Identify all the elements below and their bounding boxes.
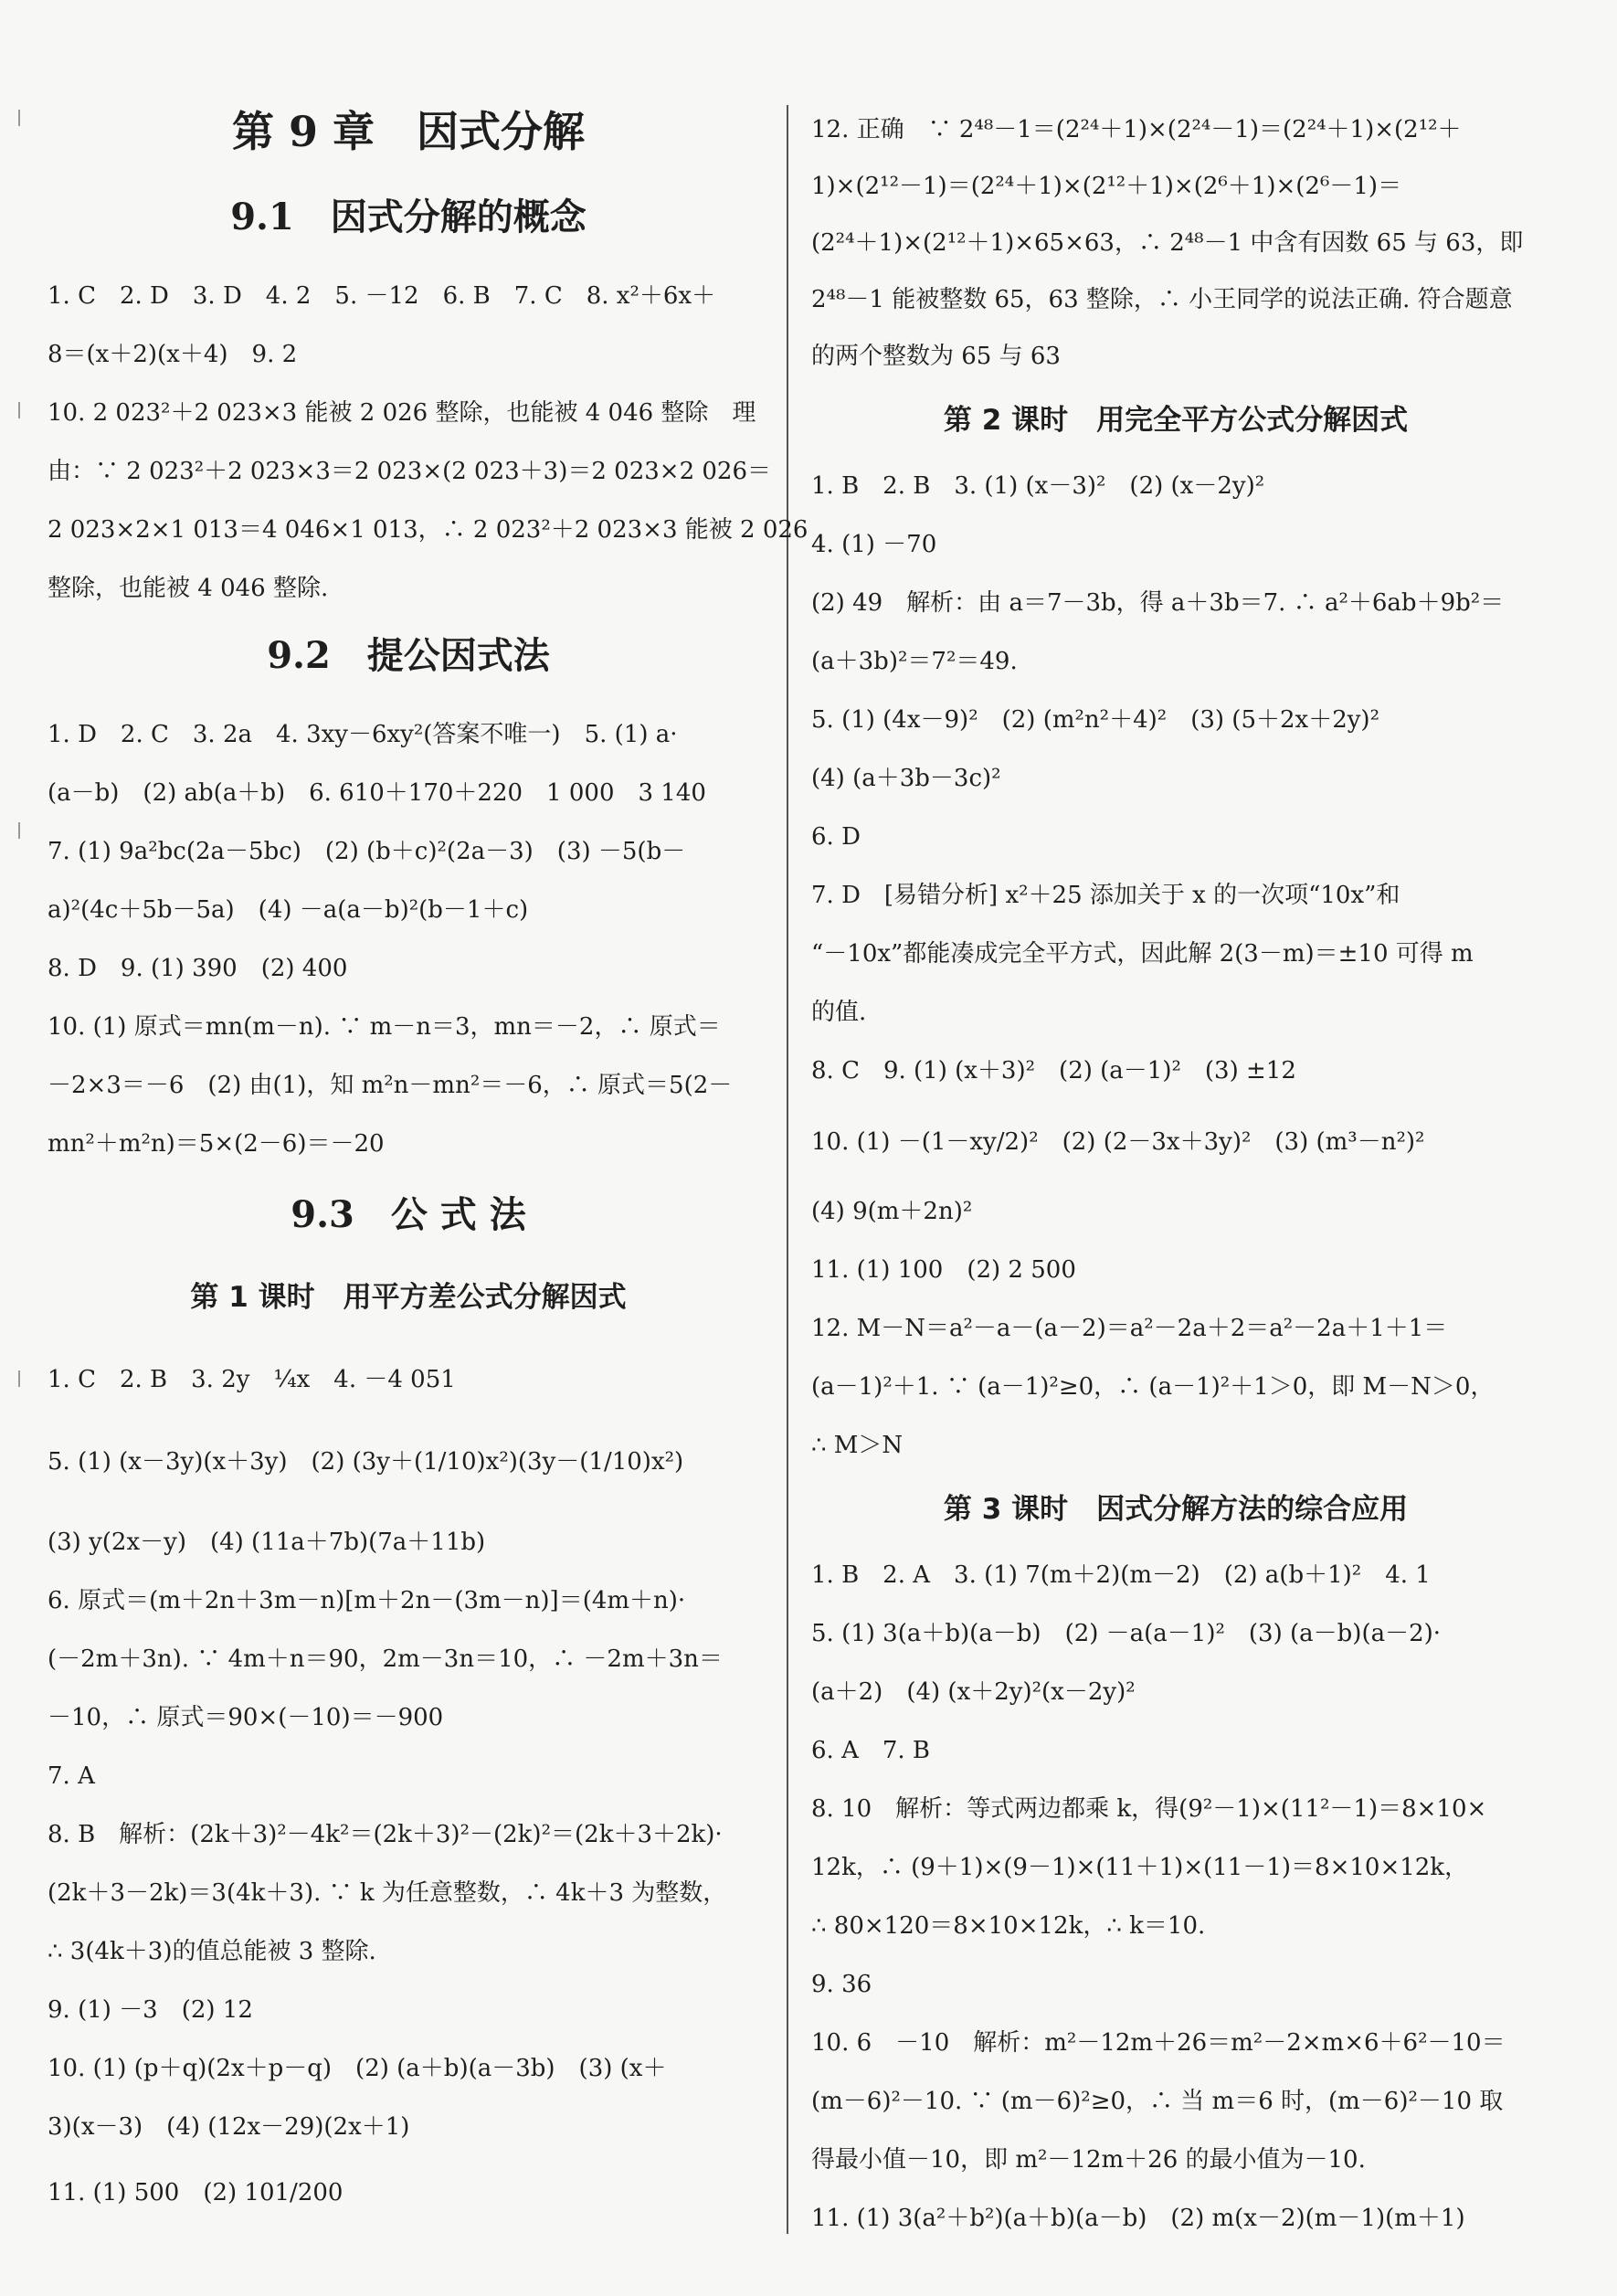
- answer-line: －10，∴ 原式＝90×(－10)＝－900: [48, 1704, 444, 1731]
- answer-line: 由：∵ 2 023²＋2 023×3＝2 023×(2 023＋3)＝2 023×2 026＝: [48, 458, 772, 485]
- section-title-9-2: 9.2 提公因式法: [267, 634, 550, 677]
- chapter-title: 第 9 章 因式分解: [231, 107, 586, 156]
- lesson-title-2: 第 2 课时 用完全平方公式分解因式: [943, 404, 1409, 437]
- answer-line: 10. (1) (p＋q)(2x＋p－q) (2) (a＋b)(a－3b) (3) (x＋: [48, 2055, 667, 2082]
- answer-line: 12k，∴ (9＋1)×(9－1)×(11＋1)×(11－1)＝8×10×12k，: [811, 1854, 1469, 1881]
- margin-mark: [18, 110, 20, 126]
- answer-line: 8. 10 解析：等式两边都乘 k，得(9²－1)×(11²－1)＝8×10×: [811, 1795, 1487, 1823]
- answer-line: 11. (1) 3(a²＋b²)(a＋b)(a－b) (2) m(x－2)(m－1)(m＋1): [811, 2205, 1465, 2232]
- answer-line: ∴ 3(4k＋3)的值总能被 3 整除.: [48, 1938, 376, 1965]
- answer-line: 9. 36: [811, 1971, 872, 1998]
- section-title-9-3: 9.3 公 式 法: [291, 1193, 526, 1236]
- answer-line: (a＋3b)²＝7²＝49.: [811, 648, 1018, 675]
- answer-line: 1. C 2. B 3. 2y ¼x 4. －4 051: [48, 1366, 456, 1393]
- lesson-title-1: 第 1 课时 用平方差公式分解因式: [190, 1281, 627, 1314]
- margin-mark: [18, 402, 20, 418]
- answer-line: (a－b) (2) ab(a＋b) 6. 610＋170＋220 1 000 3 140: [48, 779, 706, 807]
- answer-line: 10. (1) 原式＝mn(m－n). ∵ m－n＝3，mn＝－2，∴ 原式＝: [48, 1013, 721, 1041]
- answer-line: mn²＋m²n)＝5×(2－6)＝－20: [48, 1130, 385, 1158]
- answer-line: (4) 9(m＋2n)²: [811, 1198, 973, 1225]
- answer-line: 10. 6 －10 解析：m²－12m＋26＝m²－2×m×6＋6²－10＝: [811, 2029, 1506, 2057]
- answer-line: 7. A: [48, 1762, 95, 1790]
- answer-line: 10. 2 023²＋2 023×3 能被 2 026 整除，也能被 4 046 整除 理: [48, 399, 756, 427]
- answer-line: 1. C 2. D 3. D 4. 2 5. －12 6. B 7. C 8. x²＋6x＋: [48, 282, 716, 310]
- answer-line: 7. D [易错分析] x²＋25 添加关于 x 的一次项“10x”和: [811, 882, 1400, 909]
- margin-mark: [18, 822, 20, 839]
- answer-line: 1. D 2. C 3. 2a 4. 3xy－6xy²(答案不唯一) 5. (1) a·: [48, 721, 678, 748]
- answer-line: (2k＋3－2k)＝3(4k＋3). ∵ k 为任意整数，∴ 4k＋3 为整数，: [48, 1879, 727, 1907]
- answer-line: 6. A 7. B: [811, 1737, 931, 1764]
- answer-line: 5. (1) (4x－9)² (2) (m²n²＋4)² (3) (5＋2x＋2y)²: [811, 706, 1379, 734]
- answer-line: (－2m＋3n). ∵ 4m＋n＝90，2m－3n＝10，∴ －2m＋3n＝: [48, 1645, 723, 1673]
- answer-line: (4) (a＋3b－3c)²: [811, 765, 1001, 792]
- answer-line: 1. B 2. B 3. (1) (x－3)² (2) (x－2y)²: [811, 472, 1265, 500]
- answer-line: 8. C 9. (1) (x＋3)² (2) (a－1)² (3) ±12: [811, 1057, 1296, 1085]
- answer-line: 1. B 2. A 3. (1) 7(m＋2)(m－2) (2) a(b＋1)² 4. 1: [811, 1561, 1431, 1589]
- answer-line: 9. (1) －3 (2) 12: [48, 1996, 253, 2024]
- answer-line: “－10x”都能凑成完全平方式，因此解 2(3－m)＝±10 可得 m: [811, 940, 1474, 968]
- answer-line: 11. (1) 500 (2) 101/200: [48, 2179, 343, 2206]
- answer-line: 8＝(x＋2)(x＋4) 9. 2: [48, 341, 298, 368]
- answer-line: (2) 49 解析：由 a＝7－3b，得 a＋3b＝7. ∴ a²＋6ab＋9b²＝: [811, 589, 1505, 617]
- answer-line: (a－1)²＋1. ∵ (a－1)²≥0，∴ (a－1)²＋1＞0，即 M－N＞0，: [811, 1373, 1495, 1401]
- answer-line: (2²⁴＋1)×(2¹²＋1)×65×63，∴ 2⁴⁸－1 中含有因数 65 与 63，即: [811, 229, 1524, 257]
- answer-line: ∴ M＞N: [811, 1432, 904, 1459]
- answer-line: 6. D: [811, 823, 861, 851]
- answer-line: (3) y(2x－y) (4) (11a＋7b)(7a＋11b): [48, 1529, 486, 1556]
- answer-line: 1)×(2¹²－1)＝(2²⁴＋1)×(2¹²＋1)×(2⁶＋1)×(2⁶－1)＝: [811, 173, 1402, 200]
- answer-line: ∴ 80×120＝8×10×12k，∴ k＝10.: [811, 1912, 1206, 1940]
- answer-line: 10. (1) －(1－xy/2)² (2) (2－3x＋3y)² (3) (m³－n²)²: [811, 1128, 1425, 1156]
- lesson-title-3: 第 3 课时 因式分解方法的综合应用: [943, 1493, 1409, 1526]
- answer-line: 4. (1) －70: [811, 531, 937, 558]
- answer-line: 5. (1) 3(a＋b)(a－b) (2) －a(a－1)² (3) (a－b)(a－2)·: [811, 1620, 1442, 1647]
- answer-line: 2 023×2×1 013＝4 046×1 013，∴ 2 023²＋2 023×3 能被 2 026: [48, 516, 808, 544]
- answer-line: 7. (1) 9a²bc(2a－5bc) (2) (b＋c)²(2a－3) (3) －5(b－: [48, 838, 686, 865]
- answer-line: 的两个整数为 65 与 63: [811, 343, 1061, 370]
- answer-line: 得最小值－10，即 m²－12m＋26 的最小值为－10.: [811, 2146, 1366, 2174]
- answer-line: 2⁴⁸－1 能被整数 65，63 整除，∴ 小王同学的说法正确. 符合题意: [811, 286, 1513, 313]
- answer-line: 12. 正确 ∵ 2⁴⁸－1＝(2²⁴＋1)×(2²⁴－1)＝(2²⁴＋1)×(2¹²＋: [811, 116, 1462, 143]
- answer-line: a)²(4c＋5b－5a) (4) －a(a－b)²(b－1＋c): [48, 896, 529, 924]
- answer-line: 8. D 9. (1) 390 (2) 400: [48, 955, 348, 982]
- answer-line: 11. (1) 100 (2) 2 500: [811, 1256, 1076, 1284]
- margin-mark: [18, 1370, 20, 1387]
- answer-line: 3)(x－3) (4) (12x－29)(2x＋1): [48, 2113, 410, 2141]
- answer-line: 6. 原式＝(m＋2n＋3m－n)[m＋2n－(3m－n)]＝(4m＋n)·: [48, 1587, 686, 1614]
- answer-line: 5. (1) (x－3y)(x＋3y) (2) (3y＋(1/10)x²)(3y－(1/10)x²): [48, 1448, 684, 1476]
- answer-line: 整除，也能被 4 046 整除.: [48, 575, 329, 602]
- answer-line: 8. B 解析：(2k＋3)²－4k²＝(2k＋3)²－(2k)²＝(2k＋3＋2k)·: [48, 1821, 723, 1848]
- column-divider: [787, 105, 788, 2234]
- answer-line: (a＋2) (4) (x＋2y)²(x－2y)²: [811, 1678, 1136, 1706]
- answer-line: －2×3＝－6 (2) 由(1)，知 m²n－mn²＝－6，∴ 原式＝5(2－: [48, 1072, 733, 1099]
- section-title-9-1: 9.1 因式分解的概念: [230, 196, 587, 238]
- answer-line: 的值.: [811, 999, 867, 1026]
- answer-line: 12. M－N＝a²－a－(a－2)＝a²－2a＋2＝a²－2a＋1＋1＝: [811, 1315, 1448, 1342]
- answer-line: (m－6)²－10. ∵ (m－6)²≥0，∴ 当 m＝6 时，(m－6)²－10 取: [811, 2088, 1504, 2115]
